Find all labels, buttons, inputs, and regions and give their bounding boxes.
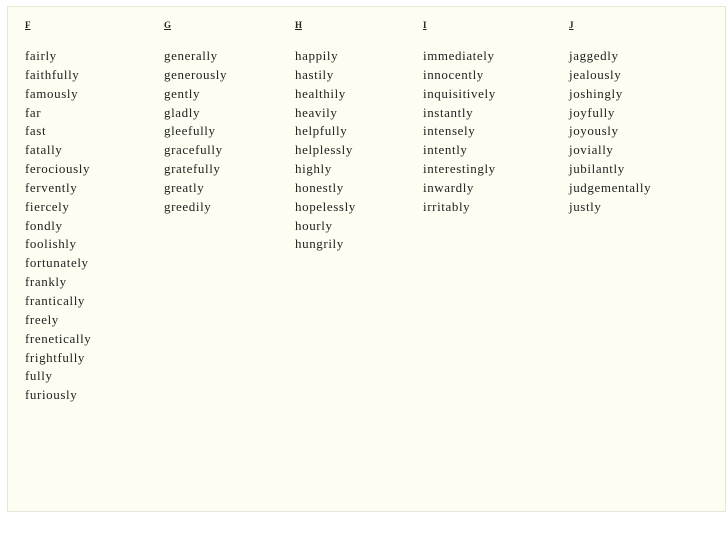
word-list-i xyxy=(423,47,496,217)
word-item: faithfully xyxy=(25,66,80,82)
word-item: greedily xyxy=(164,198,212,214)
word-item: gratefully xyxy=(164,161,221,177)
word-item: foolishly xyxy=(25,236,77,252)
word-item: inquisitively xyxy=(423,85,496,101)
word-item: inwardly xyxy=(423,179,475,195)
word-item: highly xyxy=(295,161,332,177)
word-item: justly xyxy=(569,198,602,214)
word-item: hopelessly xyxy=(295,198,356,214)
word-item: hungrily xyxy=(295,236,344,252)
word-item: innocently xyxy=(423,66,484,82)
word-item: generously xyxy=(164,66,228,82)
word-list-f xyxy=(25,47,91,405)
word-item: gracefully xyxy=(164,142,223,158)
document-page xyxy=(7,6,726,512)
word-item: fondly xyxy=(25,217,63,233)
word-item: irritably xyxy=(423,198,471,214)
word-item: intently xyxy=(423,142,468,158)
word-item: far xyxy=(25,104,42,120)
word-list-j xyxy=(569,47,651,217)
word-item: joyfully xyxy=(569,104,615,120)
word-item: frightfully xyxy=(25,349,86,365)
word-item: gladly xyxy=(164,104,201,120)
word-item: fatally xyxy=(25,142,63,158)
word-item: greatly xyxy=(164,179,205,195)
word-item: gently xyxy=(164,85,201,101)
word-item: instantly xyxy=(423,104,474,120)
word-item: fully xyxy=(25,368,53,384)
word-item: gleefully xyxy=(164,123,216,139)
word-item: intensely xyxy=(423,123,476,139)
word-item: jealously xyxy=(569,66,622,82)
word-item: helplessly xyxy=(295,142,353,158)
column-header-g: G xyxy=(164,20,172,30)
word-item: frantically xyxy=(25,292,86,308)
word-item: freely xyxy=(25,311,59,327)
word-item: happily xyxy=(295,48,339,63)
word-item: famously xyxy=(25,85,79,101)
word-item: helpfully xyxy=(295,123,348,139)
word-item: fast xyxy=(25,123,47,139)
word-item: hastily xyxy=(295,66,334,82)
column-header-h: H xyxy=(295,20,303,30)
word-item: fairly xyxy=(25,48,57,63)
column-header-f: F xyxy=(25,20,31,30)
word-item: generally xyxy=(164,48,218,63)
word-item: frenetically xyxy=(25,330,92,346)
word-item: heavily xyxy=(295,104,338,120)
word-item: furiously xyxy=(25,387,78,403)
word-item: ferociously xyxy=(25,161,91,177)
word-item: frankly xyxy=(25,274,67,290)
word-item: immediately xyxy=(423,48,495,63)
word-item: honestly xyxy=(295,179,344,195)
word-item: fiercely xyxy=(25,198,70,214)
word-item: healthily xyxy=(295,85,346,101)
word-item: joshingly xyxy=(569,85,623,101)
word-list-g xyxy=(164,47,227,217)
word-item: judgementally xyxy=(569,179,652,195)
word-item: interestingly xyxy=(423,161,496,177)
word-item: hourly xyxy=(295,217,333,233)
word-item: jubilantly xyxy=(569,161,625,177)
column-header-i: I xyxy=(423,20,427,30)
word-item: jaggedly xyxy=(569,48,619,63)
word-list-h xyxy=(295,47,356,254)
word-item: joyously xyxy=(569,123,619,139)
word-item: fortunately xyxy=(25,255,89,271)
word-item: fervently xyxy=(25,179,78,195)
word-item: jovially xyxy=(569,142,614,158)
column-header-j: J xyxy=(569,20,574,30)
